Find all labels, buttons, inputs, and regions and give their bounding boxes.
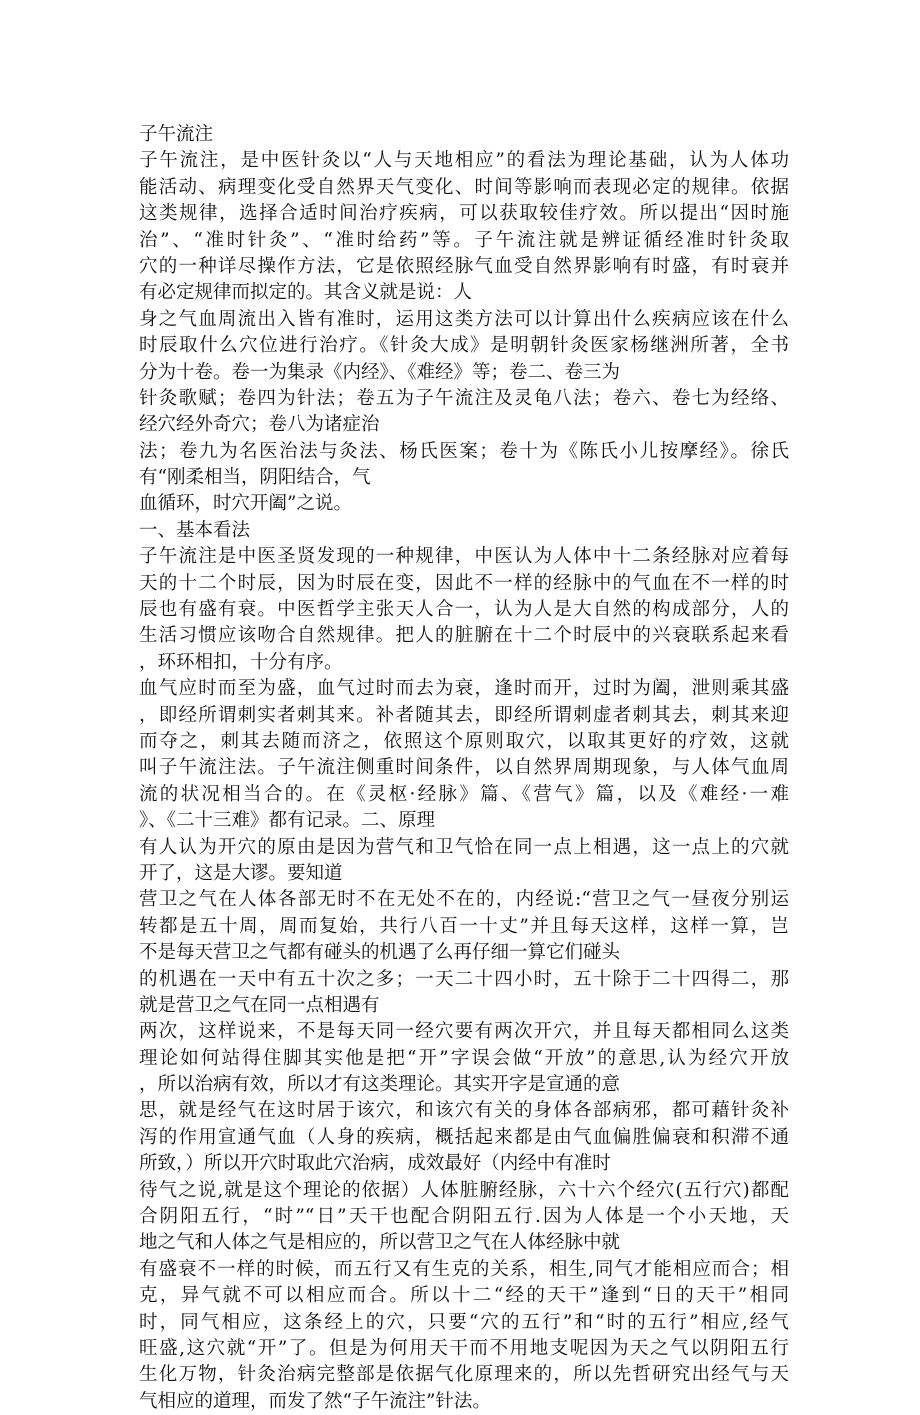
text-line: 有“刚柔相当，阴阳结合，气 (139, 467, 371, 489)
text-line: 合阴阳五行，“时”“日”天干也配合阴阳五行.因为人体是一个小天地，天 (139, 1206, 789, 1228)
document-title: 子午流注 (139, 124, 214, 145)
text-line: 转都是五十周，周而复始，共行八百一十丈”并且每天这样，这样一算，岂 (139, 915, 789, 937)
text-line: 这类规律，选择合适时间治疗疾病，可以获取较佳疗效。所以提出“因时施 (139, 203, 789, 225)
text-line: 流的状况相当合的。在《灵枢·经脉》篇、《营气》篇，以及《难经·一难 (139, 783, 789, 805)
text-line: 治”、“准时针灸”、“准时给药”等。子午流注就是辨证循经准时针灸取 (139, 229, 789, 251)
text-line: 就是营卫之气在同一点相遇有 (139, 994, 380, 1016)
text-line: 天的十二个时辰，因为时辰在变，因此不一样的经脉中的气血在不一样的时 (139, 572, 789, 594)
text-line: 时辰取什么穴位进行治疗。《针灸大成》是明朝针灸医家杨继洲所著，全书 (139, 335, 789, 357)
text-line: 理论如何站得住脚其实他是把“开”字误会做“开放”的意思,认为经穴开放 (139, 1047, 789, 1069)
text-line: 法；卷九为名医治法与灸法、杨氏医案；卷十为《陈氏小儿按摩经》。徐氏 (139, 440, 789, 462)
text-line: 叫子午流注法。子午流注侧重时间条件，以自然界周期现象，与人体气血周 (139, 757, 789, 779)
text-line: 有盛衰不一样的时候，而五行又有生克的关系，相生,同气才能相应而合；相 (139, 1258, 789, 1280)
text-line: 能活动、病理变化受自然界天气变化、时间等影响而表现必定的规律。依据 (139, 176, 789, 198)
text-line: 两次，这样说来，不是每天同一经穴要有两次开穴，并且每天都相同么这类 (139, 1021, 789, 1043)
text-line: 气相应的道理，而发了然“子午流注”针法。 (139, 1390, 491, 1412)
text-line: 经穴经外奇穴；卷八为诸症治 (139, 414, 380, 436)
text-line: 有人认为开穴的原由是因为营气和卫气恰在同一点上相遇，这一点上的穴就 (139, 836, 789, 858)
text-line: 血气应时而至为盛，血气过时而去为衰，逢时而开，过时为阖，泄则乘其盛 (139, 678, 789, 700)
text-line: 不是每天营卫之气都有碰头的机遇了么再仔细一算它们碰头 (139, 942, 621, 964)
text-line: ，所以治病有效，所以才有这类理论。其实开字是宣通的意 (139, 1074, 621, 1096)
text-line: 分为十卷。卷一为集录《内经》、《难经》等；卷二、卷三为 (139, 361, 621, 383)
text-line: 时，同气相应，这条经上的穴，只要“穴的五行”和“时的五行”相应,经气 (139, 1311, 789, 1333)
text-line: 有必定规律而拟定的。其含义就是说：人 (139, 282, 473, 304)
text-line: 》、《二十三难》都有记录。二、原理 (139, 810, 436, 832)
text-line: 辰也有盛有衰。中医哲学主张天人合一，认为人是大自然的构成部分，人的 (139, 599, 789, 621)
text-line: 旺盛,这穴就“开”了。但是为何用天干而不用地支呢因为天之气以阴阳五行 (139, 1337, 789, 1359)
text-line: 营卫之气在人体各部无时不在无处不在的，内经说:“营卫之气一昼夜分别运 (139, 889, 789, 911)
text-line: 身之气血周流出入皆有准时，运用这类方法可以计算出什么疾病应该在什么 (139, 308, 789, 330)
text-line: 穴的一种详尽操作方法，它是依照经脉气血受自然界影响有时盛，有时衰并 (139, 255, 789, 277)
text-line: 思，就是经气在这时居于该穴，和该穴有关的身体各部病邪，都可藉针灸补 (139, 1100, 789, 1122)
text-line: 所致，）所以开穴时取此穴治病，成效最好（内经中有准时 (139, 1153, 611, 1175)
text-line: 生化万物，针灸治病完整部是依据气化原理来的，所以先哲研究出经气与天 (139, 1364, 789, 1386)
document-body (139, 148, 789, 1415)
document-page (139, 122, 789, 1415)
text-line: 而夺之，刺其去随而济之，依照这个原则取穴，以取其更好的疗效，这就 (139, 730, 789, 752)
text-line: 一、基本看法 (139, 519, 251, 541)
text-line: 开了，这是大谬。要知道 (139, 862, 343, 884)
text-line: 血循环，时穴开阖”之说。 (139, 493, 352, 515)
text-line: 待气之说,就是这个理论的依据）人体脏腑经脉，六十六个经穴(五行穴)都配 (139, 1179, 789, 1201)
text-line: ，环环相扣，十分有序。 (139, 651, 343, 673)
text-line: 克，异气就不可以相应而合。所以十二“经的天干”逢到“日的天干”相同 (139, 1285, 789, 1307)
text-line: 子午流注，是中医针灸以“人与天地相应”的看法为理论基础，认为人体功 (139, 150, 789, 172)
text-line: 泻的作用宣通气血（人身的疾病，概括起来都是由气血偏胜偏衰和积滞不通 (139, 1126, 789, 1148)
text-line: 的机遇在一天中有五十次之多；一天二十四小时，五十除于二十四得二，那 (139, 968, 789, 990)
text-line: 子午流注是中医圣贤发现的一种规律，中医认为人体中十二条经脉对应着每 (139, 546, 789, 568)
text-line: 地之气和人体之气是相应的，所以营卫之气在人体经脉中就 (139, 1232, 621, 1254)
text-line: ，即经所谓刺实者刺其来。补者随其去，即经所谓刺虚者刺其去，刺其来迎 (139, 704, 789, 726)
text-line: 生活习惯应该吻合自然规律。把人的脏腑在十二个时辰中的兴衰联系起来看 (139, 625, 789, 647)
text-line: 针灸歌赋；卷四为针法；卷五为子午流注及灵龟八法；卷六、卷七为经络、 (139, 387, 789, 409)
